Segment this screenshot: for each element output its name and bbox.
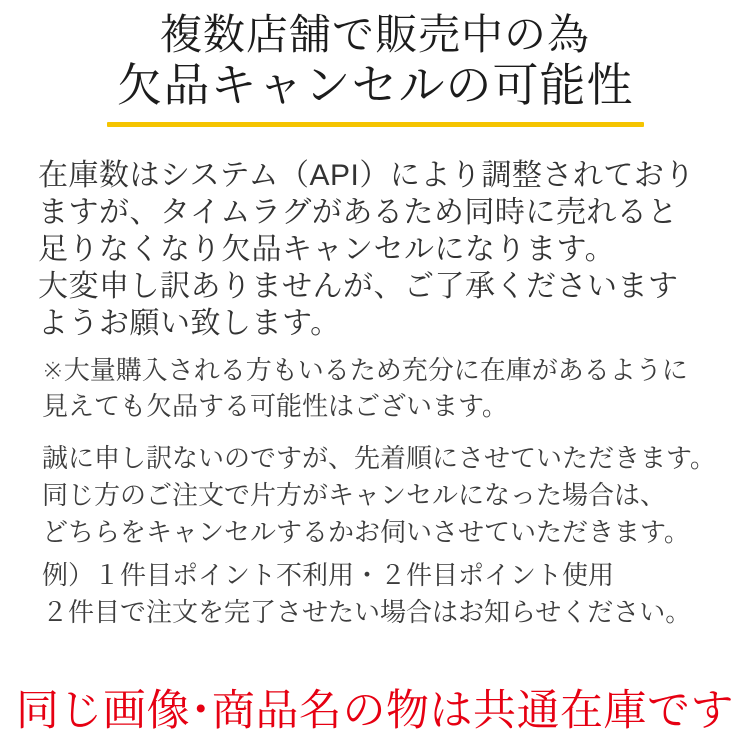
notice-body — [0, 157, 750, 631]
text-line: 足りなくなり欠品キャンセルになります。 — [38, 233, 616, 267]
paragraph-inventory — [38, 157, 726, 342]
text-line: ようお願い致します。 — [38, 307, 341, 341]
page-title — [0, 12, 750, 127]
text-line: 在庫数はシステム（API）により調整されており — [38, 159, 695, 193]
footer-notice: 同じ画像･商品名の物は共通在庫です — [16, 687, 734, 735]
paragraph-first-come — [42, 440, 726, 551]
paragraph-example — [42, 557, 726, 631]
page-title-line1: 複数店舗で販売中の為 — [159, 11, 590, 58]
text-line: どちらをキャンセルするかお伺いさせていただきます。 — [42, 517, 690, 548]
text-line: ※大量購入される方もいるため充分に在庫があるように — [42, 355, 688, 386]
text-line: 例）１件目ポイント不利用・２件目ポイント使用 — [42, 560, 615, 591]
paragraph-note — [42, 352, 726, 424]
text-line: 大変申し訳ありませんが、ご了承くださいます — [38, 270, 679, 304]
text-line: 見えても欠品する可能性はございます。 — [42, 391, 508, 422]
text-line: 同じ方のご注文で片方がキャンセルになった場合は、 — [42, 480, 667, 511]
title-underline — [107, 122, 644, 127]
page-title-line2: 欠品キャンセルの可能性 — [116, 59, 634, 112]
text-line: ２件目で注文を完了させたい場合はお知らせください。 — [42, 597, 692, 628]
text-line: ますが、タイムラグがあるため同時に売れると — [38, 196, 678, 230]
text-line: 誠に申し訳ないのですが、先着順にさせていただきます。 — [42, 443, 716, 474]
